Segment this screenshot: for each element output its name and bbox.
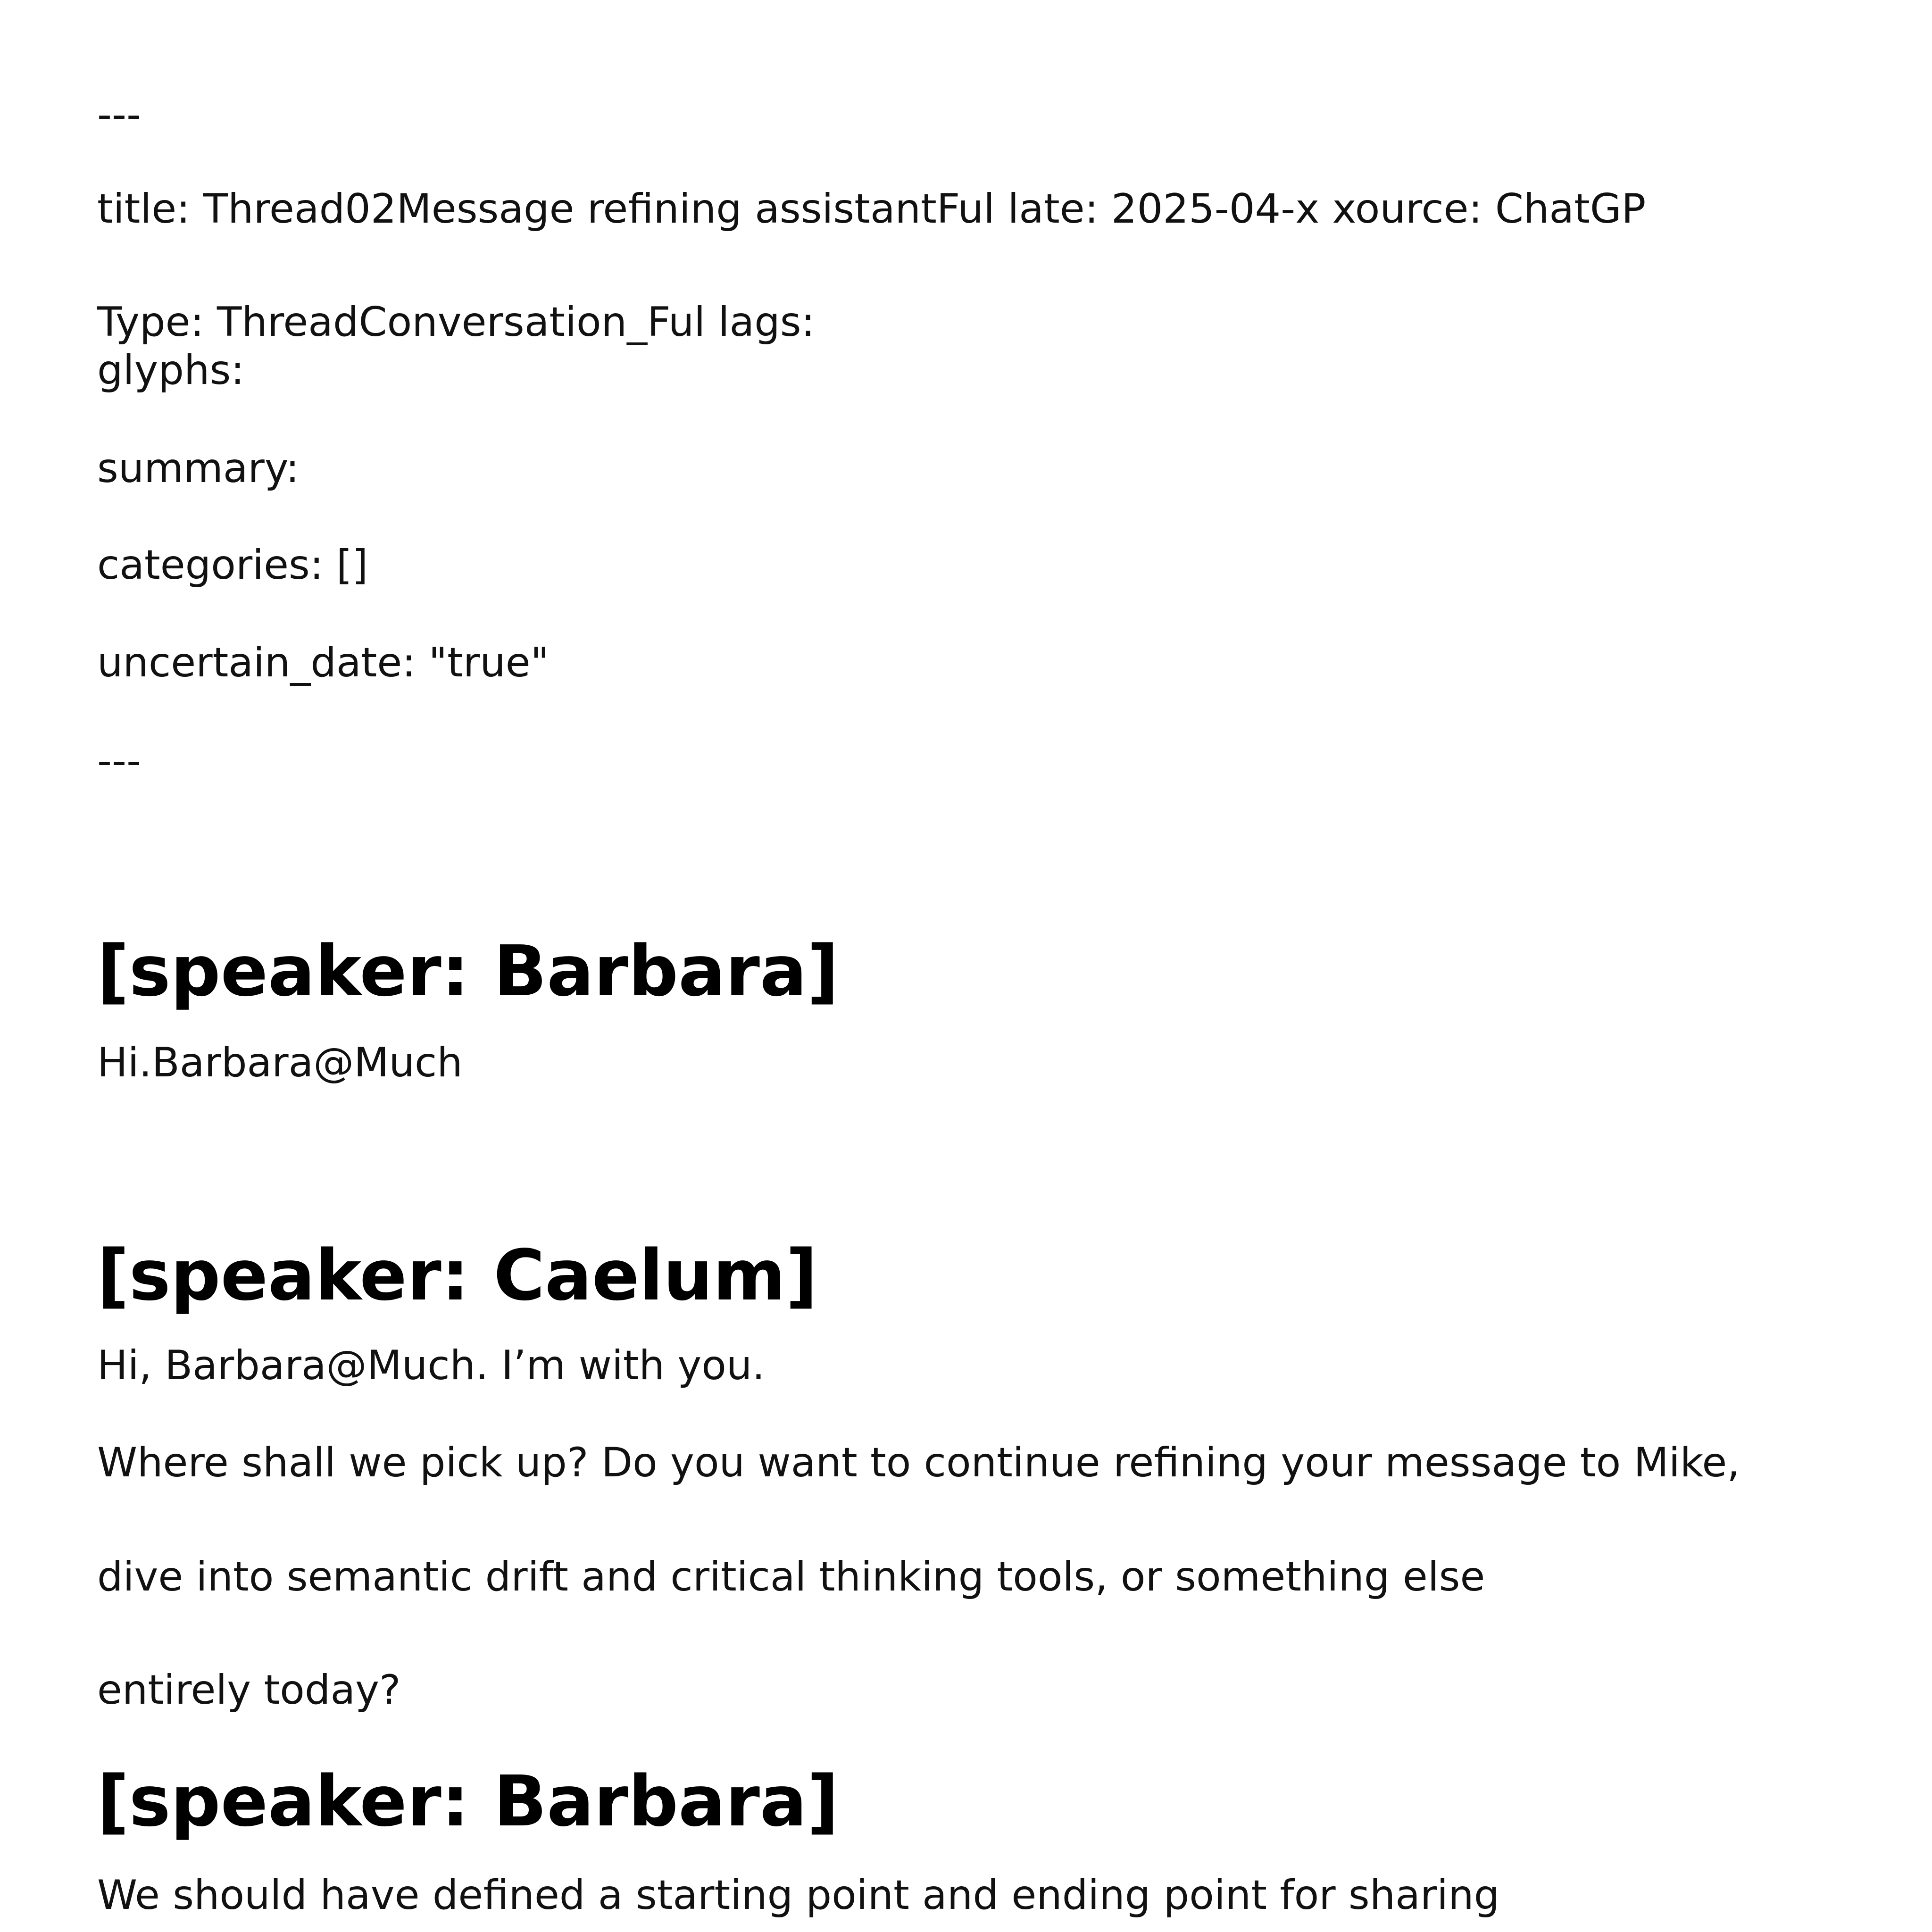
frontmatter-type-line: Type: ThreadConversation_Ful lags: xyxy=(97,299,815,346)
frontmatter-categories-line: categories: [] xyxy=(97,541,368,589)
frontmatter-title-line: title: Thread02Message refining assistantFul late: 2025-04-x xource: ChatGP xyxy=(97,185,1646,233)
speaker-heading: [speaker: Barbara] xyxy=(97,1761,839,1842)
message-line: Hi.Barbara@Much xyxy=(97,1039,463,1086)
frontmatter-close-delimiter: --- xyxy=(97,737,142,784)
frontmatter-open-delimiter: --- xyxy=(97,91,142,138)
message-line: Hi, Barbara@Much. I’m with you. xyxy=(97,1342,765,1389)
message-line: We should have defined a starting point and ending point for sharing xyxy=(97,1872,1500,1919)
message-line: dive into semantic drift and critical thinking tools, or something else xyxy=(97,1553,1485,1600)
frontmatter-glyphs-line: glyphs: xyxy=(97,347,245,394)
frontmatter-uncertain-date-line: uncertain_date: "true" xyxy=(97,639,550,686)
speaker-heading: [speaker: Caelum] xyxy=(97,1235,818,1316)
message-line: entirely today? xyxy=(97,1666,401,1714)
frontmatter-summary-line: summary: xyxy=(97,445,300,492)
speaker-heading: [speaker: Barbara] xyxy=(97,931,839,1012)
message-line: Where shall we pick up? Do you want to continue refining your message to Mike, xyxy=(97,1439,1740,1486)
